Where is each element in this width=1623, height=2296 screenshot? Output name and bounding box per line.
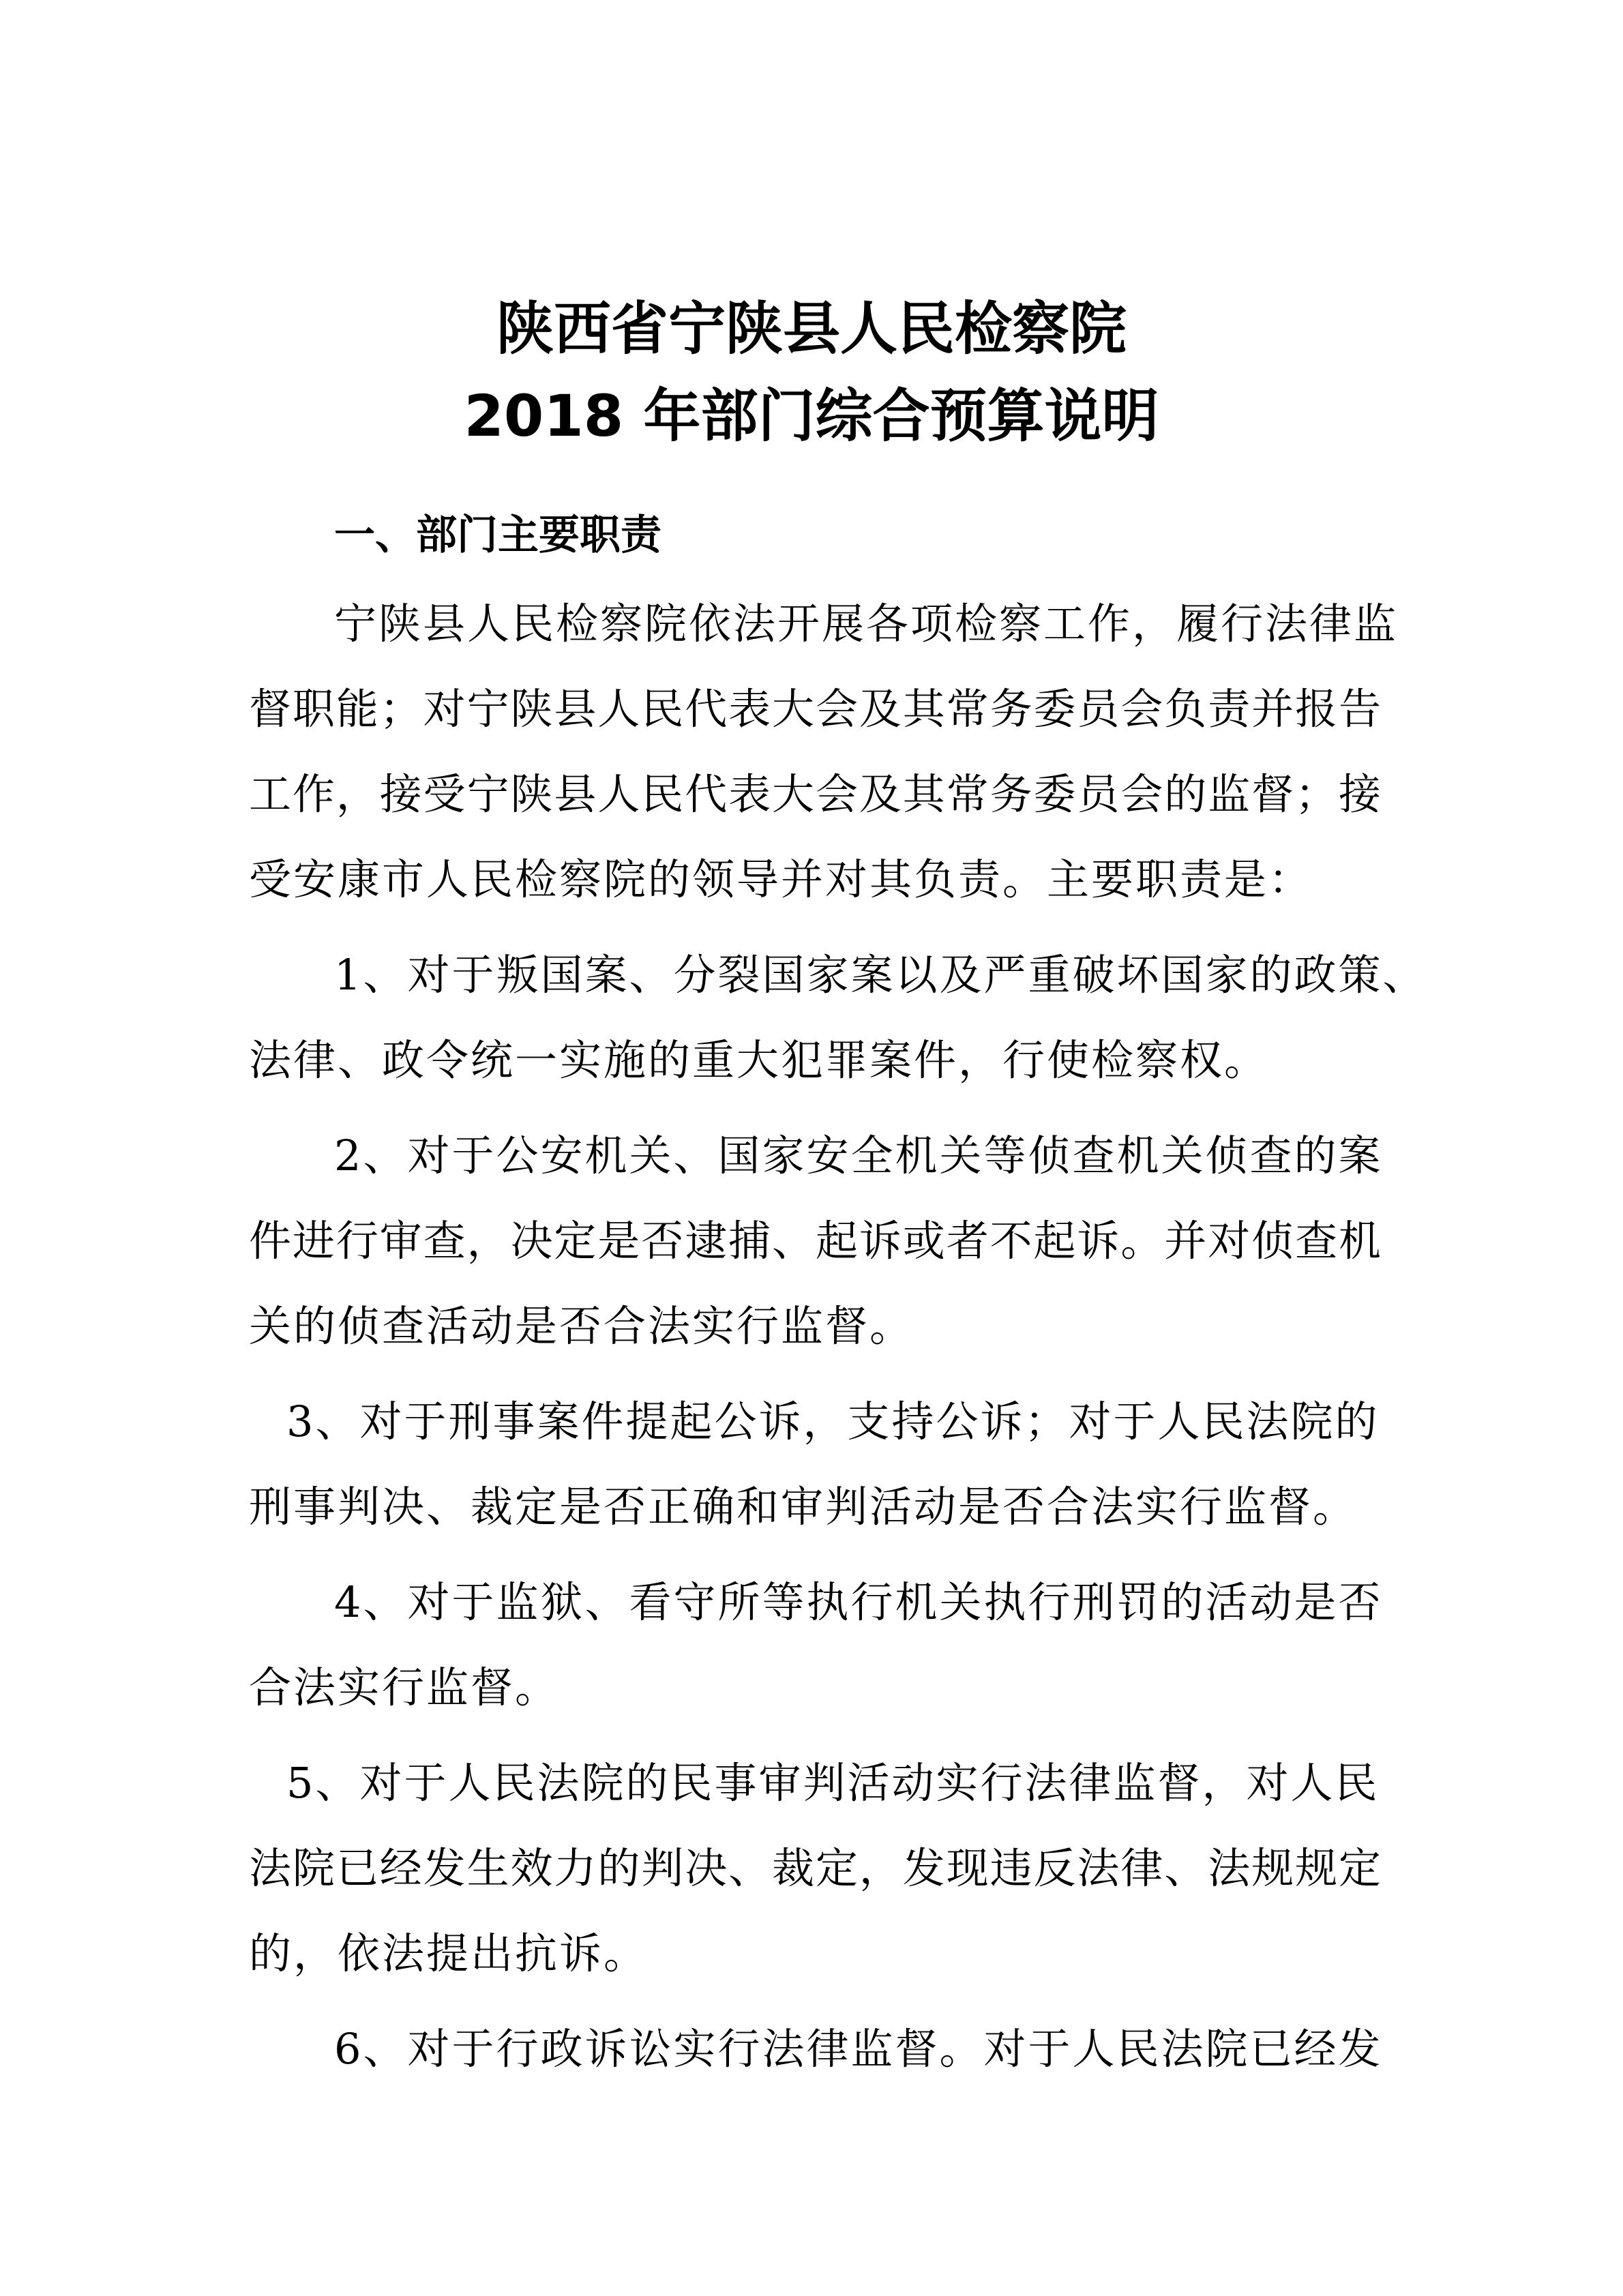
body-line-1: 宁陕县人民检察院依法开展各项检察工作，履行法律监	[334, 599, 1399, 648]
body-line-17: 6、对于行政诉讼实行法律监督。对于人民法院已经发	[334, 2024, 1383, 2074]
body-line-16: 的，依法提出抗诉。	[249, 1928, 649, 1978]
body-line-2: 督职能；对宁陕县人民代表大会及其常务委员会负责并报告	[249, 684, 1381, 734]
body-line-11: 刑事判决、裁定是否正确和审判活动是否合法实行监督。	[249, 1482, 1358, 1532]
body-line-6: 法律、政令统一实施的重大犯罪案件，行使检察权。	[249, 1035, 1269, 1085]
body-line-12: 4、对于监狱、看守所等执行机关执行刑罚的活动是否	[334, 1577, 1383, 1627]
body-line-14: 5、对于人民法院的民事审判活动实行法律监督，对人民	[286, 1758, 1380, 1808]
body-line-5: 1、对于叛国案、分裂国家案以及严重破坏国家的政策、	[334, 950, 1427, 1000]
body-line-13: 合法实行监督。	[249, 1663, 560, 1712]
body-line-15: 法院已经发生效力的判决、裁定，发现违反法律、法规规定	[249, 1843, 1381, 1893]
body-line-4: 受安康市人民检察院的领导并对其负责。主要职责是：	[249, 854, 1313, 904]
body-line-8: 件进行审查，决定是否逮捕、起诉或者不起诉。并对侦查机	[249, 1216, 1381, 1266]
document-title-line-1: 陕西省宁陕县人民检察院	[496, 295, 1127, 362]
section-heading: 一、部门主要职责	[334, 511, 661, 559]
body-line-10: 3、对于刑事案件提起公诉，支持公诉；对于人民法院的	[286, 1397, 1380, 1446]
document-title-line-2: 2018 年部门综合预算说明	[464, 383, 1159, 449]
body-line-7: 2、对于公安机关、国家安全机关等侦查机关侦查的案	[334, 1131, 1383, 1180]
body-line-9: 关的侦查活动是否合法实行监督。	[249, 1301, 914, 1351]
body-line-3: 工作，接受宁陕县人民代表大会及其常务委员会的监督；接	[249, 769, 1381, 819]
